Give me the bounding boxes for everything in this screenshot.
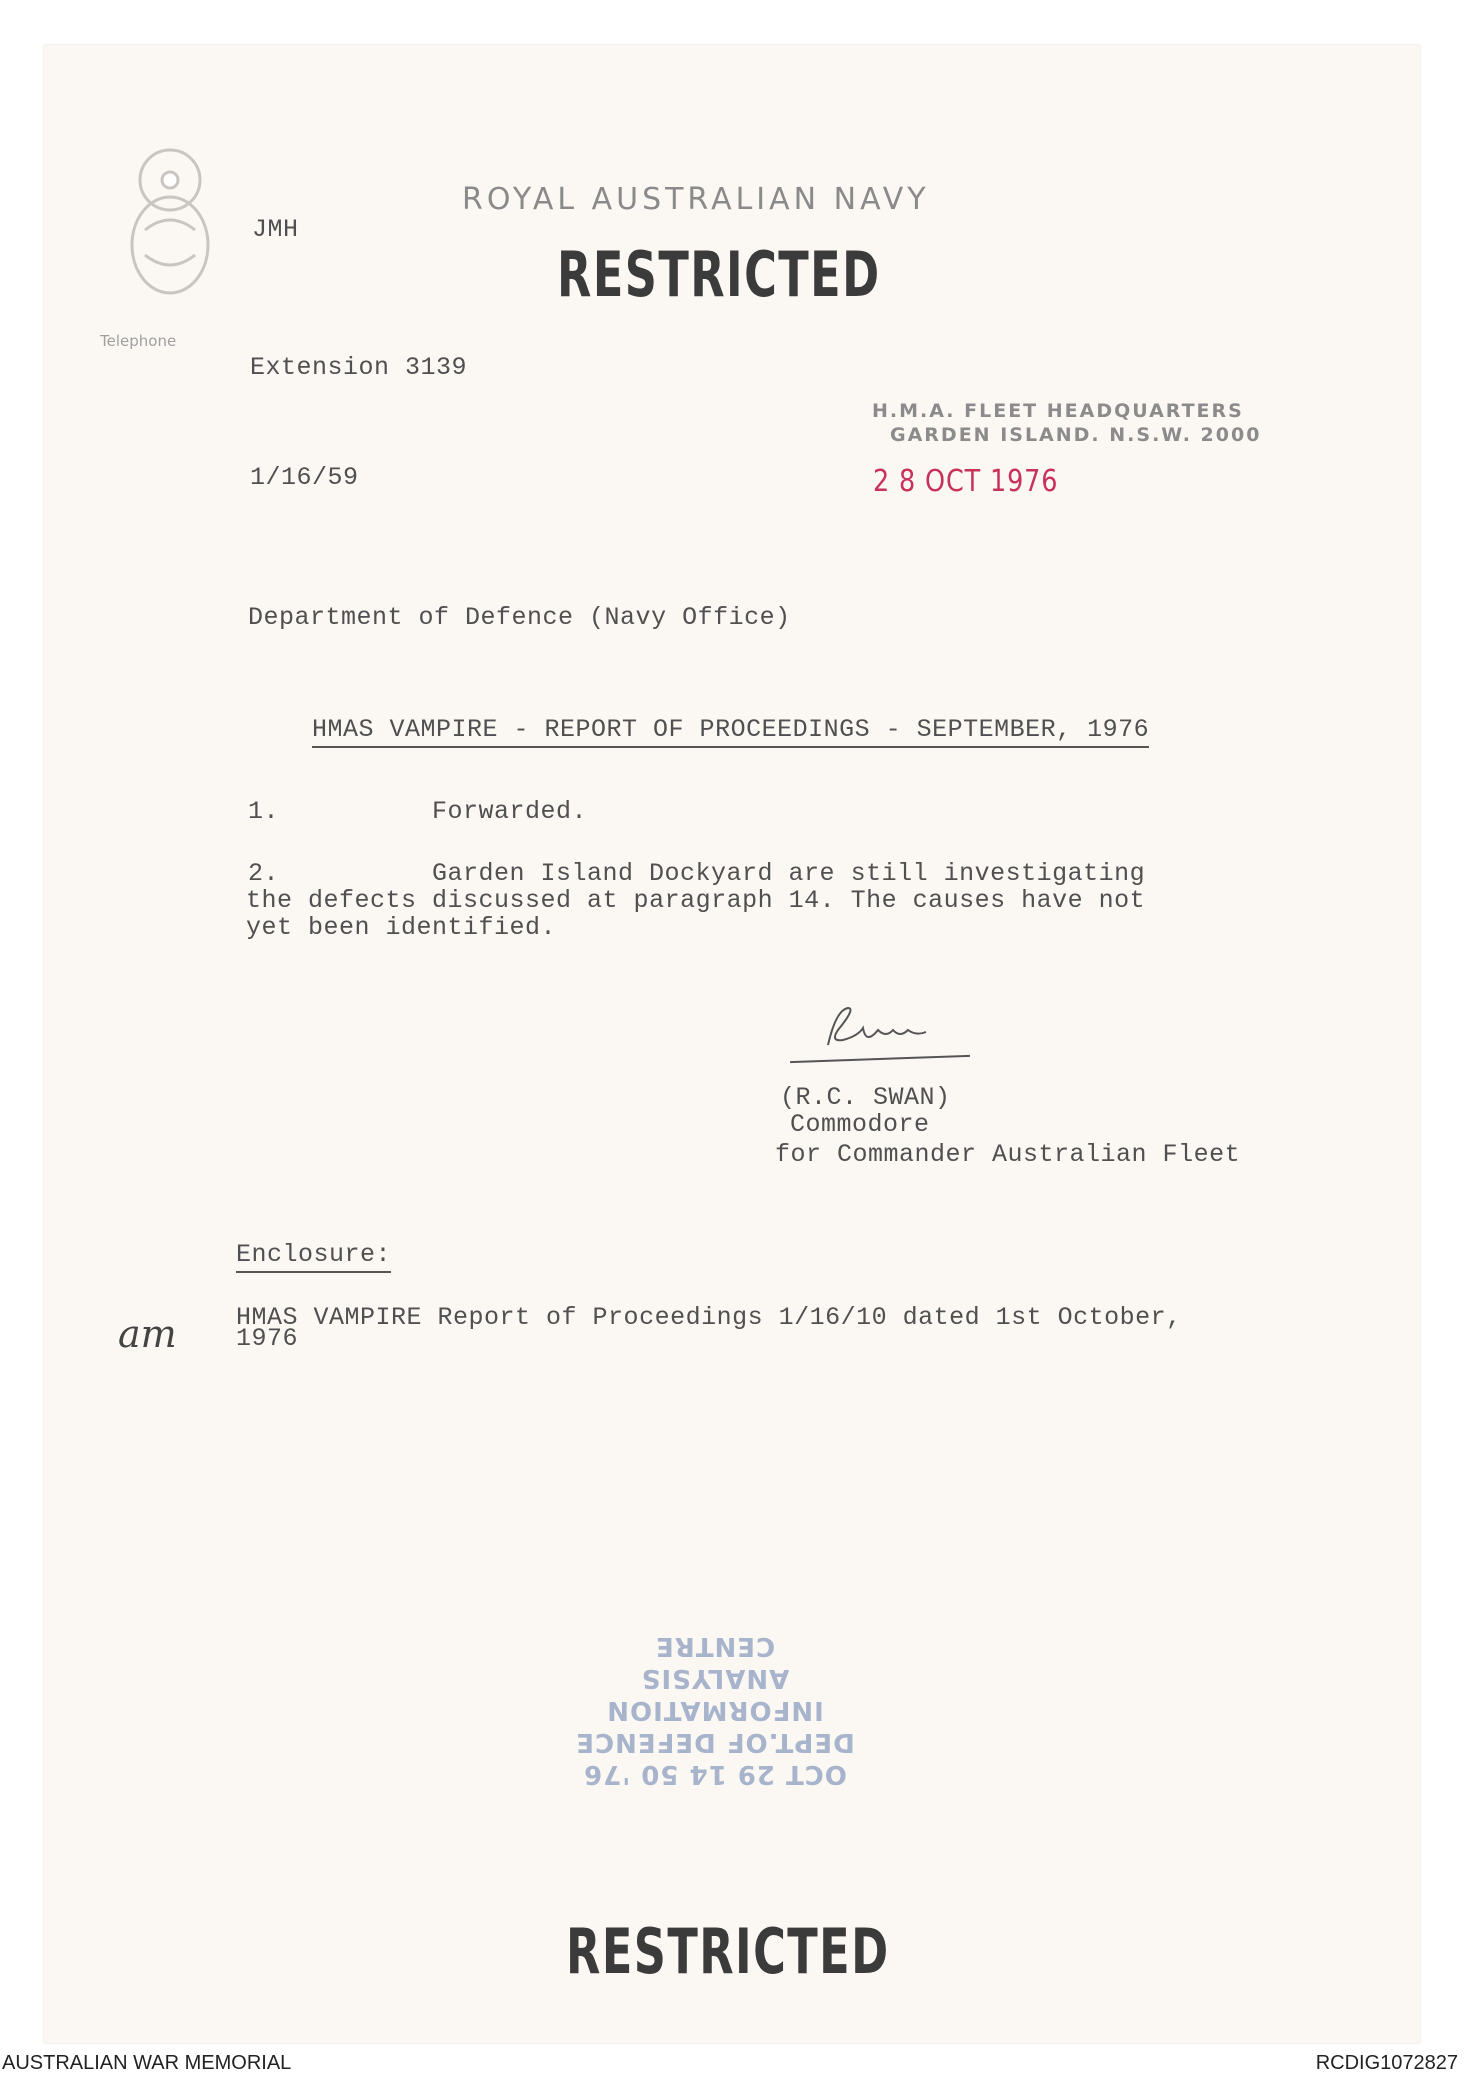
registry-stamp-line3: DEPT.OF DEFENCE xyxy=(575,1727,855,1757)
addressee: Department of Defence (Navy Office) xyxy=(248,603,791,632)
margin-note: am xyxy=(118,1312,177,1356)
restricted-stamp-bottom: RESTRICTED xyxy=(566,1915,890,1988)
restricted-stamp-top: RESTRICTED xyxy=(557,238,881,311)
received-stamp-line2: GARDEN ISLAND. N.S.W. 2000 xyxy=(890,424,1262,446)
paragraph-2-line1: Garden Island Dockyard are still investigating xyxy=(432,859,1146,888)
enclosure-line2: 1976 xyxy=(236,1324,299,1353)
service-stamp: ROYAL AUSTRALIAN NAVY xyxy=(462,182,930,217)
signatory-rank: Commodore xyxy=(790,1110,930,1139)
telephone-label: Telephone xyxy=(100,332,177,350)
signatory-for: for Commander Australian Fleet xyxy=(775,1140,1241,1169)
extension: Extension 3139 xyxy=(250,353,468,382)
received-date: 2 8 OCT 1976 xyxy=(873,464,1059,499)
file-reference: 1/16/59 xyxy=(250,463,359,492)
paragraph-2-line3: yet been identified. xyxy=(246,913,557,942)
footer-id: RCDIG1072827 xyxy=(1315,2052,1458,2074)
paragraph-1-number: 1. xyxy=(248,797,280,826)
registry-stamp-line4: OCT 29 14 50 '76 xyxy=(583,1759,847,1789)
navy-crest-icon xyxy=(115,135,225,310)
received-stamp-line1: H.M.A. FLEET HEADQUARTERS xyxy=(872,400,1244,422)
signatory-name: (R.C. SWAN) xyxy=(780,1083,951,1112)
enclosure-heading: Enclosure: xyxy=(236,1240,391,1273)
subject-line: HMAS VAMPIRE - REPORT OF PROCEEDINGS - SEPTEMBER, 1976 xyxy=(312,715,1149,748)
signature-scribble xyxy=(808,1000,948,1060)
registry-stamp xyxy=(565,1630,865,1790)
paragraph-2-number: 2. xyxy=(248,859,280,888)
registry-stamp-line2: INFORMATION ANALYSIS xyxy=(606,1663,824,1725)
initials: JMH xyxy=(252,215,299,244)
footer-source: AUSTRALIAN WAR MEMORIAL xyxy=(2,2052,292,2074)
registry-stamp-line1: CENTRE xyxy=(654,1631,776,1661)
enclosure-line1: HMAS VAMPIRE Report of Proceedings 1/16/10 dated 1st October, xyxy=(236,1303,1182,1332)
paragraph-1-text: Forwarded. xyxy=(432,797,588,826)
paragraph-2-line2: the defects discussed at paragraph 14. The causes have not xyxy=(246,886,1146,915)
